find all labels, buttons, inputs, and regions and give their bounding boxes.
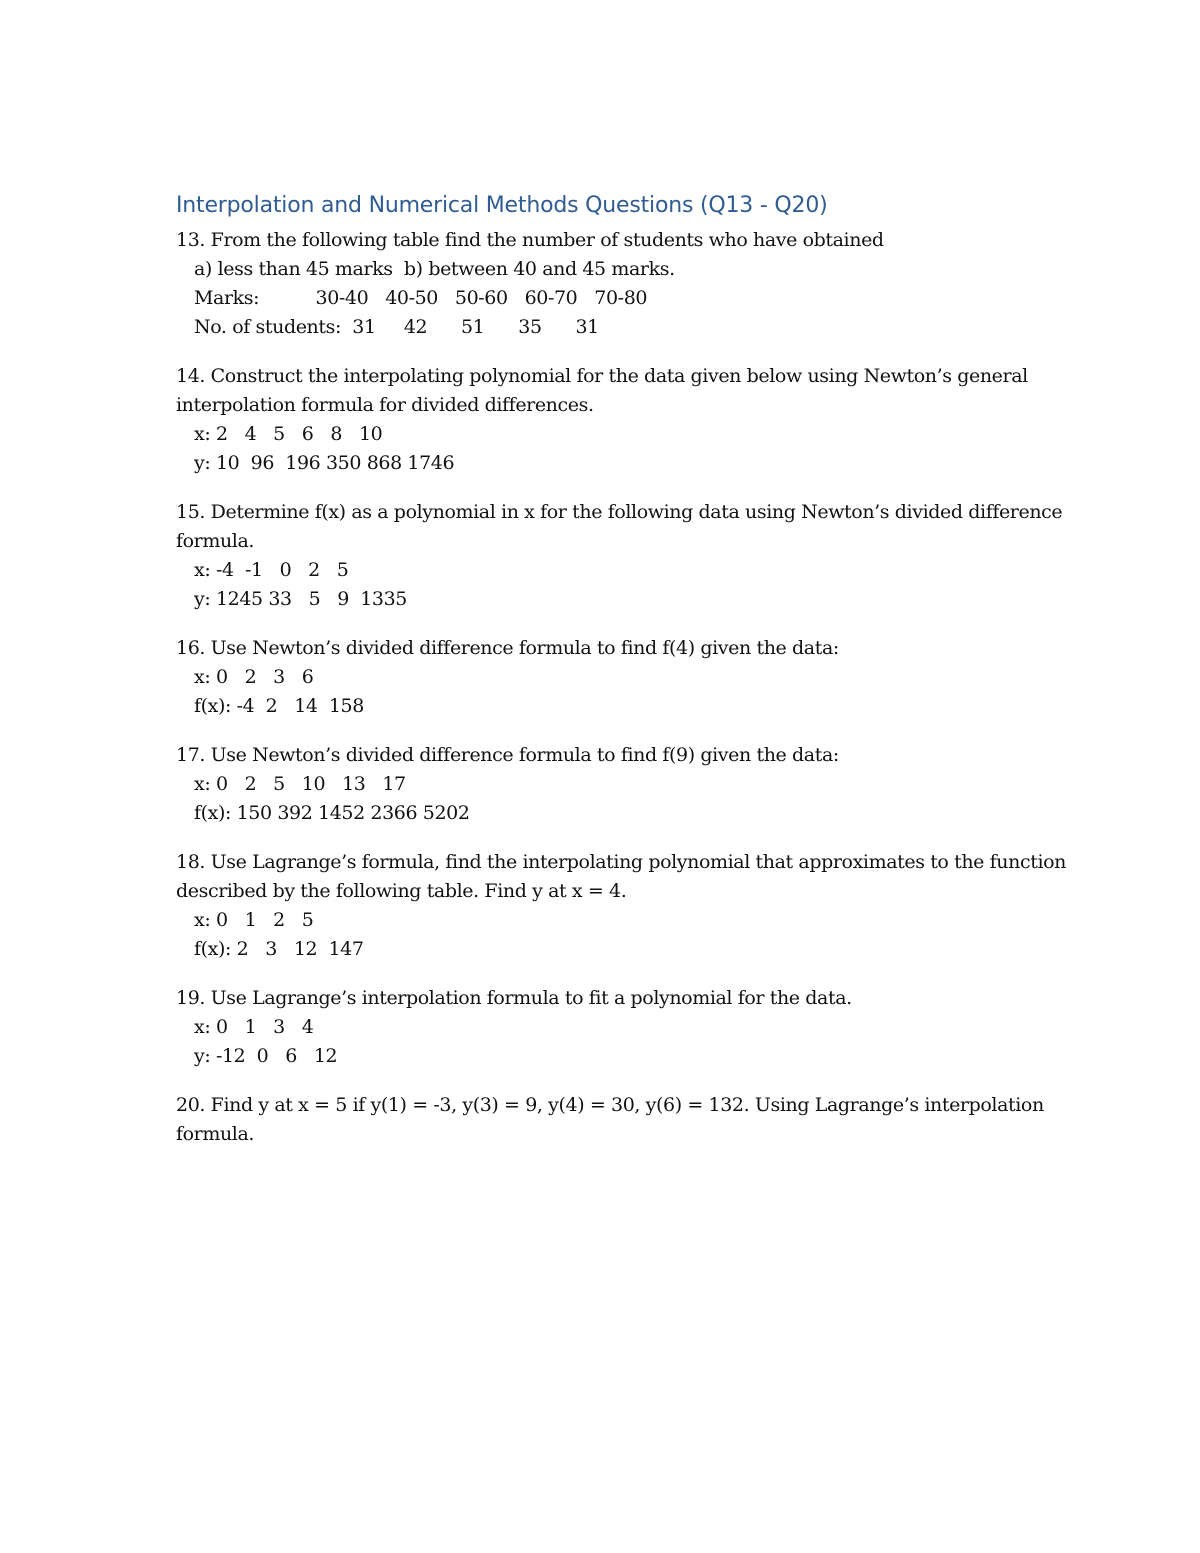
question-data-line: x: 0 2 3 6 — [194, 666, 314, 688]
question-data-line: y: 10 96 196 350 868 1746 — [194, 452, 455, 474]
question-text: 13. From the following table find the number of students who have obtained — [176, 229, 884, 251]
question-data-line: a) less than 45 marks b) between 40 and 45 marks. — [194, 258, 675, 280]
question-data-line: f(x): 2 3 12 147 — [194, 938, 364, 960]
question-text: 20. Find y at x = 5 if y(1) = -3, y(3) = 9, y(4) = 30, y(6) = 132. Using Lagrange’s interpolation formula. — [176, 1094, 1044, 1145]
question-data-line: x: 2 4 5 6 8 10 — [194, 423, 383, 445]
document-page — [176, 190, 1076, 1169]
question-data-line: y: -12 0 6 12 — [194, 1045, 338, 1067]
question-18 — [176, 848, 1076, 964]
question-20 — [176, 1091, 1076, 1149]
document-title: Interpolation and Numerical Methods Questions (Q13 - Q20) — [176, 193, 828, 218]
question-13 — [176, 226, 1076, 342]
question-text: 19. Use Lagrange’s interpolation formula to fit a polynomial for the data. — [176, 987, 852, 1009]
question-19 — [176, 984, 1076, 1071]
question-15 — [176, 498, 1076, 614]
question-text: 14. Construct the interpolating polynomial for the data given below using Newton’s general interpolation formula for divided differences. — [176, 365, 1028, 416]
question-data-line: x: 0 2 5 10 13 17 — [194, 773, 406, 795]
question-text: 16. Use Newton’s divided difference formula to find f(4) given the data: — [176, 637, 839, 659]
question-16 — [176, 634, 1076, 721]
question-text: 17. Use Newton’s divided difference formula to find f(9) given the data: — [176, 744, 839, 766]
question-14 — [176, 362, 1076, 478]
question-data-line: x: -4 -1 0 2 5 — [194, 559, 349, 581]
question-text: 15. Determine f(x) as a polynomial in x for the following data using Newton’s divided difference formula. — [176, 501, 1063, 552]
question-data-line: f(x): 150 392 1452 2366 5202 — [194, 802, 470, 824]
question-data-line: f(x): -4 2 14 158 — [194, 695, 364, 717]
question-data-line: y: 1245 33 5 9 1335 — [194, 588, 407, 610]
question-data-line: No. of students: 31 42 51 35 31 — [194, 316, 599, 338]
question-data-line: x: 0 1 3 4 — [194, 1016, 314, 1038]
question-17 — [176, 741, 1076, 828]
question-text: 18. Use Lagrange’s formula, find the interpolating polynomial that approximates to the function described by the following table. Find y at x = 4. — [176, 851, 1067, 902]
question-data-line: Marks: 30-40 40-50 50-60 60-70 70-80 — [194, 287, 648, 309]
question-data-line: x: 0 1 2 5 — [194, 909, 314, 931]
